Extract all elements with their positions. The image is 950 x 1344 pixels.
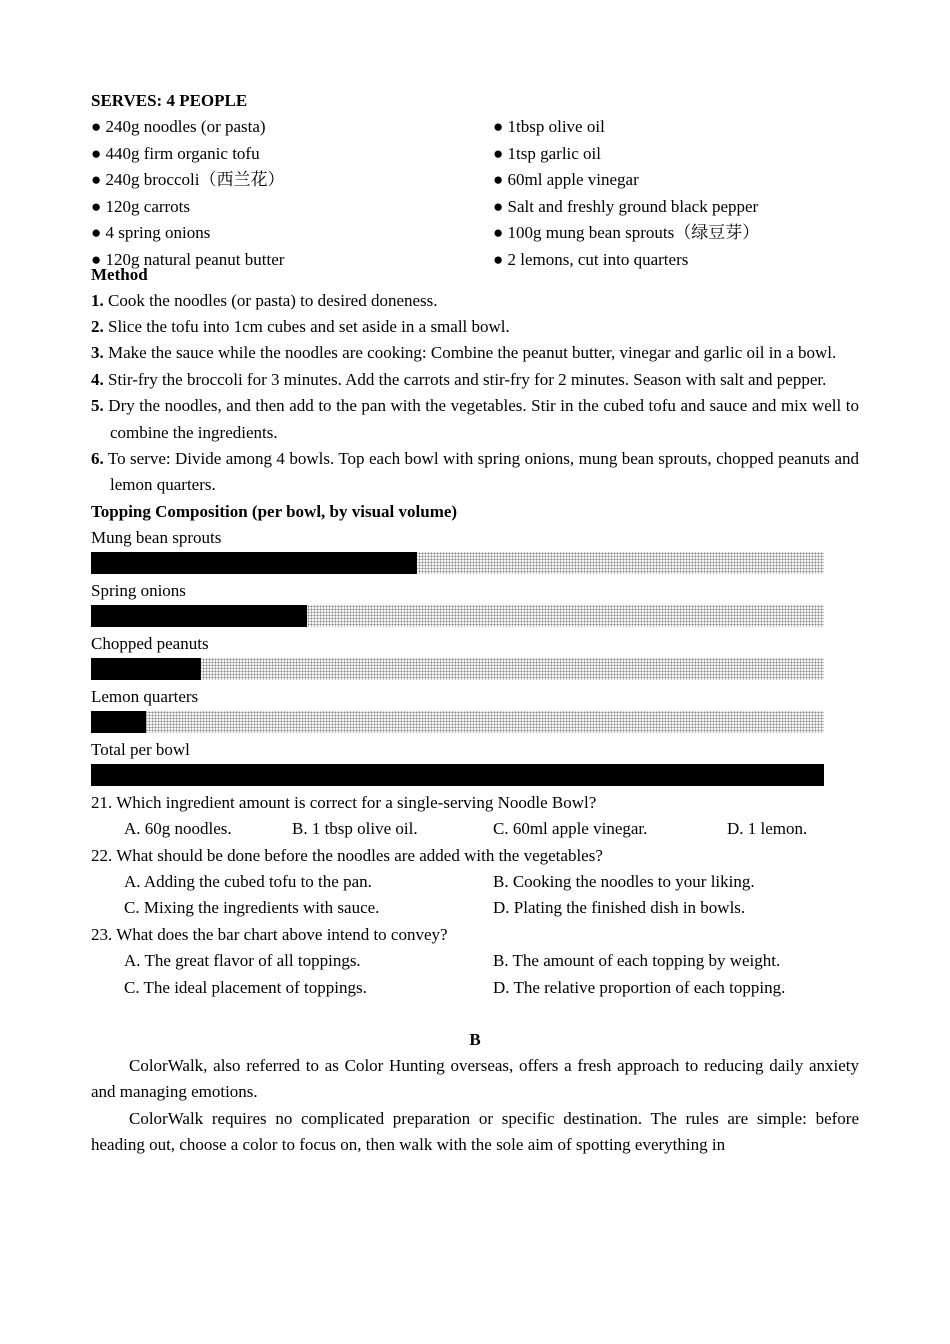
question-21 xyxy=(91,790,859,843)
answer-options xyxy=(91,895,859,921)
bar-chopped-peanuts xyxy=(91,658,201,680)
step-text: Slice the tofu into 1cm cubes and set aside in a small bowl. xyxy=(103,316,510,336)
ingredient-item: ● 100g mung bean sprouts（绿豆芽） xyxy=(493,223,760,243)
chart-title: Topping Composition (per bowl, by visual volume) xyxy=(91,501,458,521)
bar-total-per-bowl xyxy=(91,764,824,786)
question-text: 21. Which ingredient amount is correct for a single-serving Noodle Bowl? xyxy=(91,792,597,812)
option-a: A. The great flavor of all toppings. xyxy=(124,951,361,971)
passage-paragraph: ColorWalk requires no complicated preparation or specific destination. The rules are simple: before heading out, choose a color to focus on, then walk with the sole aim of spotting everything in xyxy=(91,1108,859,1155)
question-23 xyxy=(91,922,859,1001)
question-text: 22. What should be done before the noodles are added with the vegetables? xyxy=(91,845,603,865)
question-text: 23. What does the bar chart above intend to convey? xyxy=(91,924,448,944)
option-b: B. The amount of each topping by weight. xyxy=(493,951,781,971)
bar-label-total-per-bowl: Total per bowl xyxy=(91,739,190,759)
method-step xyxy=(91,288,859,314)
ingredient-item: ● 440g firm organic tofu xyxy=(91,143,260,163)
bar-track xyxy=(91,658,824,680)
ingredients-list xyxy=(91,114,859,274)
bar-track xyxy=(91,605,824,627)
answer-options xyxy=(91,816,859,842)
option-c: C. The ideal placement of toppings. xyxy=(124,977,367,997)
topping-bar-chart xyxy=(91,525,859,786)
ingredient-item: ● 120g carrots xyxy=(91,196,191,216)
ingredient-item: ● 60ml apple vinegar xyxy=(493,170,639,190)
option-d: D. Plating the finished dish in bowls. xyxy=(493,898,746,918)
option-c: C. 60ml apple vinegar. xyxy=(493,819,648,839)
bar-mung-bean-sprouts xyxy=(91,552,417,574)
step-number: 6. xyxy=(91,449,104,468)
answer-options xyxy=(91,869,859,895)
bar-label-spring-onions: Spring onions xyxy=(91,580,186,600)
option-c: C. Mixing the ingredients with sauce. xyxy=(124,898,380,918)
ingredient-item: ● 4 spring onions xyxy=(91,223,211,243)
method-step xyxy=(91,446,859,499)
option-b: B. Cooking the noodles to your liking. xyxy=(493,872,755,892)
option-b: B. 1 tbsp olive oil. xyxy=(292,819,418,839)
option-d: D. The relative proportion of each topping. xyxy=(493,977,786,997)
step-number: 2. xyxy=(91,316,104,336)
bar-spring-onions xyxy=(91,605,307,627)
step-number: 4. xyxy=(91,369,104,389)
ingredient-item: ● 2 lemons, cut into quarters xyxy=(493,249,689,269)
worksheet-page xyxy=(91,88,859,1159)
method-steps xyxy=(91,288,859,499)
ingredients-left-column xyxy=(91,114,493,274)
ingredient-item: ● Salt and freshly ground black pepper xyxy=(493,196,759,216)
method-step xyxy=(91,314,859,340)
ingredient-item: ● 240g broccoli（西兰花） xyxy=(91,170,285,190)
step-text: To serve: Divide among 4 bowls. Top each bowl with spring onions, mung bean sprouts, chopped peanuts and lemon quarters. xyxy=(103,449,859,495)
bar-lemon-quarters xyxy=(91,711,146,733)
ingredient-item: ● 120g natural peanut butter xyxy=(91,249,285,269)
method-step xyxy=(91,340,859,366)
section-b-heading: B xyxy=(469,1030,481,1050)
question-22 xyxy=(91,843,859,922)
answer-options xyxy=(91,948,859,974)
ingredient-item: ● 240g noodles (or pasta) xyxy=(91,117,266,136)
option-a: A. Adding the cubed tofu to the pan. xyxy=(124,872,372,892)
bar-label-chopped-peanuts: Chopped peanuts xyxy=(91,633,209,653)
step-text: Dry the noodles, and then add to the pan with the vegetables. Stir in the cubed tofu and sauce and mix well to combine the ingredients. xyxy=(103,396,859,442)
bar-track xyxy=(91,711,824,733)
answer-options xyxy=(91,975,859,1001)
option-d: D. 1 lemon. xyxy=(727,819,808,839)
ingredient-item: ● 1tbsp olive oil xyxy=(493,117,605,136)
option-a: A. 60g noodles. xyxy=(124,819,232,839)
step-number: 3. xyxy=(91,343,104,363)
bar-label-lemon-quarters: Lemon quarters xyxy=(91,686,199,706)
method-step xyxy=(91,367,859,393)
step-number: 1. xyxy=(91,290,104,310)
step-number: 5. xyxy=(91,396,104,416)
ingredient-item: ● 1tsp garlic oil xyxy=(493,143,602,163)
step-text: Cook the noodles (or pasta) to desired doneness. xyxy=(103,290,438,310)
bar-track xyxy=(91,764,824,786)
method-step xyxy=(91,393,859,446)
method-heading: Method xyxy=(91,264,148,284)
ingredients-right-column xyxy=(493,114,859,274)
step-text: Stir-fry the broccoli for 3 minutes. Add the carrots and stir-fry for 2 minutes. Season with salt and pepper. xyxy=(103,369,827,389)
serves-heading: SERVES: 4 PEOPLE xyxy=(91,91,248,110)
bar-track xyxy=(91,552,824,574)
step-text: Make the sauce while the noodles are cooking: Combine the peanut butter, vinegar and garlic oil in a bowl. xyxy=(103,343,837,363)
passage-paragraph: ColorWalk, also referred to as Color Hunting overseas, offers a fresh approach to reducing daily anxiety and managing emotions. xyxy=(91,1056,859,1102)
bar-label-mung-bean-sprouts: Mung bean sprouts xyxy=(91,527,222,547)
